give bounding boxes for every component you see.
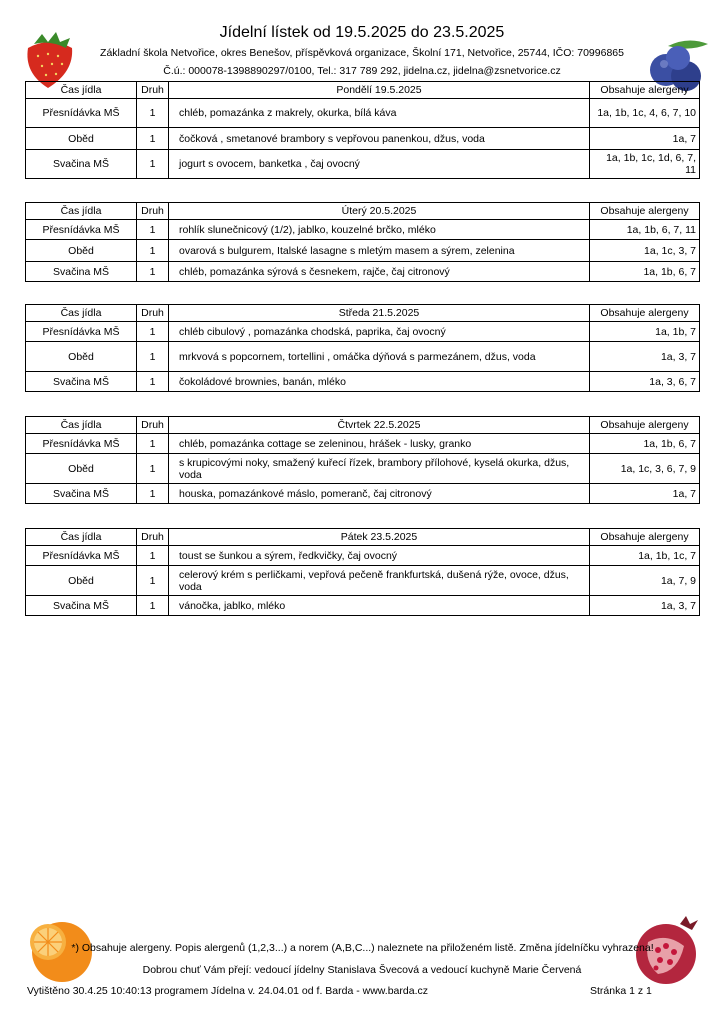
meal-food: chléb, pomazánka z makrely, okurka, bílá káva <box>169 99 590 128</box>
col-kind-header: Druh <box>137 82 169 99</box>
meal-food: jogurt s ovocem, banketka , čaj ovocný <box>169 150 590 179</box>
table-row <box>26 546 700 566</box>
meal-time: Oběd <box>26 128 137 150</box>
col-time-header: Čas jídla <box>26 417 137 434</box>
meal-time: Oběd <box>26 566 137 596</box>
table-row <box>26 434 700 454</box>
meal-food: vánočka, jablko, mléko <box>169 596 590 616</box>
menu-table-tuesday <box>25 202 700 282</box>
meal-kind: 1 <box>137 484 169 504</box>
meal-kind: 1 <box>137 240 169 262</box>
col-allergens-header: Obsahuje alergeny <box>590 82 700 99</box>
meal-food: mrkvová s popcornem, tortellini , omáčka dýňová s parmezánem, džus, voda <box>169 342 590 372</box>
meal-food: chléb, pomazánka sýrová s česnekem, rajče, čaj citronový <box>169 262 590 282</box>
col-allergens-header: Obsahuje alergeny <box>590 305 700 322</box>
table-row <box>26 262 700 282</box>
meal-food: s krupicovými noky, smažený kuřecí řízek, brambory přílohové, kyselá okurka, džus, voda <box>169 454 590 484</box>
meal-kind: 1 <box>137 342 169 372</box>
meal-time: Oběd <box>26 240 137 262</box>
table-row <box>26 128 700 150</box>
meal-time: Svačina MŠ <box>26 150 137 179</box>
table-row <box>26 372 700 392</box>
meal-food: toust se šunkou a sýrem, ředkvičky, čaj ovocný <box>169 546 590 566</box>
page-title: Jídelní lístek od 19.5.2025 do 23.5.2025 <box>219 24 505 41</box>
meal-food: celerový krém s perličkami, vepřová pečeně frankfurtská, dušená rýže, ovoce, džus, voda <box>169 566 590 596</box>
meal-allergens: 1a, 1b, 1c, 4, 6, 7, 10 <box>590 99 700 128</box>
meal-kind: 1 <box>137 128 169 150</box>
table-row <box>26 220 700 240</box>
table-row <box>26 240 700 262</box>
table-header-row <box>26 417 700 434</box>
meal-kind: 1 <box>137 434 169 454</box>
day-header: Čtvrtek 22.5.2025 <box>169 417 590 434</box>
school-info: Základní škola Netvořice, okres Benešov, příspěvková organizace, Školní 171, Netvořice, 25744, IČO: 70996865 <box>100 47 624 59</box>
meal-allergens: 1a, 3, 6, 7 <box>590 372 700 392</box>
col-allergens-header: Obsahuje alergeny <box>590 529 700 546</box>
meal-allergens: 1a, 1c, 3, 7 <box>590 240 700 262</box>
meal-food: ovarová s bulgurem, Italské lasagne s mletým masem a sýrem, zelenina <box>169 240 590 262</box>
meal-kind: 1 <box>137 454 169 484</box>
allergen-note: *) Obsahuje alergeny. Popis alergenů (1,2,3...) a norem (A,B,C...) naleznete na přiloženém listě. Změna jídelníčku vyhrazena! <box>71 942 654 954</box>
meal-allergens: 1a, 1b, 1c, 7 <box>590 546 700 566</box>
col-time-header: Čas jídla <box>26 203 137 220</box>
table-header-row <box>26 82 700 99</box>
table-row <box>26 566 700 596</box>
meal-kind: 1 <box>137 262 169 282</box>
meal-time: Svačina MŠ <box>26 484 137 504</box>
meal-kind: 1 <box>137 596 169 616</box>
menu-table-thursday <box>25 416 700 504</box>
menu-table-monday <box>25 81 700 179</box>
table-row <box>26 484 700 504</box>
meal-kind: 1 <box>137 372 169 392</box>
menu-table-friday <box>25 528 700 616</box>
meal-food: chléb cibulový , pomazánka chodská, paprika, čaj ovocný <box>169 322 590 342</box>
meal-time: Přesnídávka MŠ <box>26 434 137 454</box>
col-kind-header: Druh <box>137 305 169 322</box>
table-header-row <box>26 305 700 322</box>
meal-time: Svačina MŠ <box>26 596 137 616</box>
meal-food: čočková , smetanové brambory s vepřovou panenkou, džus, voda <box>169 128 590 150</box>
meal-time: Přesnídávka MŠ <box>26 546 137 566</box>
day-header: Úterý 20.5.2025 <box>169 203 590 220</box>
col-allergens-header: Obsahuje alergeny <box>590 417 700 434</box>
table-row <box>26 322 700 342</box>
table-header-row <box>26 203 700 220</box>
meal-time: Přesnídávka MŠ <box>26 220 137 240</box>
table-row <box>26 99 700 128</box>
meal-allergens: 1a, 7 <box>590 128 700 150</box>
meal-allergens: 1a, 1c, 3, 6, 7, 9 <box>590 454 700 484</box>
meal-kind: 1 <box>137 566 169 596</box>
meal-allergens: 1a, 7, 9 <box>590 566 700 596</box>
page-number: Stránka 1 z 1 <box>590 985 652 997</box>
col-kind-header: Druh <box>137 203 169 220</box>
meal-allergens: 1a, 7 <box>590 484 700 504</box>
col-kind-header: Druh <box>137 529 169 546</box>
meal-time: Přesnídávka MŠ <box>26 99 137 128</box>
menu-table-wednesday <box>25 304 700 392</box>
meal-time: Oběd <box>26 342 137 372</box>
day-header: Pondělí 19.5.2025 <box>169 82 590 99</box>
meal-food: čokoládové brownies, banán, mléko <box>169 372 590 392</box>
table-row <box>26 150 700 179</box>
col-time-header: Čas jídla <box>26 305 137 322</box>
meal-kind: 1 <box>137 99 169 128</box>
col-kind-header: Druh <box>137 417 169 434</box>
day-header: Pátek 23.5.2025 <box>169 529 590 546</box>
table-row <box>26 342 700 372</box>
meal-food: chléb, pomazánka cottage se zeleninou, hrášek - lusky, granko <box>169 434 590 454</box>
table-header-row <box>26 529 700 546</box>
meal-allergens: 1a, 1b, 6, 7, 11 <box>590 220 700 240</box>
meal-kind: 1 <box>137 220 169 240</box>
day-header: Středa 21.5.2025 <box>169 305 590 322</box>
meal-time: Oběd <box>26 454 137 484</box>
col-time-header: Čas jídla <box>26 82 137 99</box>
printed-info: Vytištěno 30.4.25 10:40:13 programem Jídelna v. 24.04.01 od f. Barda - www.barda.cz <box>27 985 428 997</box>
meal-allergens: 1a, 1b, 7 <box>590 322 700 342</box>
meal-kind: 1 <box>137 322 169 342</box>
contact-info: Č.ú.: 000078-1398890297/0100, Tel.: 317 789 292, jidelna.cz, jidelna@zsnetvorice.cz <box>163 65 561 77</box>
greeting: Dobrou chuť Vám přejí: vedoucí jídelny Stanislava Švecová a vedoucí kuchyně Marie Červená <box>142 964 582 976</box>
meal-time: Svačina MŠ <box>26 372 137 392</box>
meal-time: Přesnídávka MŠ <box>26 322 137 342</box>
col-allergens-header: Obsahuje alergeny <box>590 203 700 220</box>
meal-allergens: 1a, 1b, 6, 7 <box>590 262 700 282</box>
table-row <box>26 596 700 616</box>
meal-food: houska, pomazánkové máslo, pomeranč, čaj citronový <box>169 484 590 504</box>
col-time-header: Čas jídla <box>26 529 137 546</box>
meal-allergens: 1a, 3, 7 <box>590 596 700 616</box>
meal-allergens: 1a, 1b, 6, 7 <box>590 434 700 454</box>
meal-allergens: 1a, 3, 7 <box>590 342 700 372</box>
meal-allergens: 1a, 1b, 1c, 1d, 6, 7, 11 <box>590 150 700 179</box>
meal-time: Svačina MŠ <box>26 262 137 282</box>
meal-kind: 1 <box>137 150 169 179</box>
meal-food: rohlík slunečnicový (1/2), jablko, kouzelné brčko, mléko <box>169 220 590 240</box>
table-row <box>26 454 700 484</box>
meal-kind: 1 <box>137 546 169 566</box>
